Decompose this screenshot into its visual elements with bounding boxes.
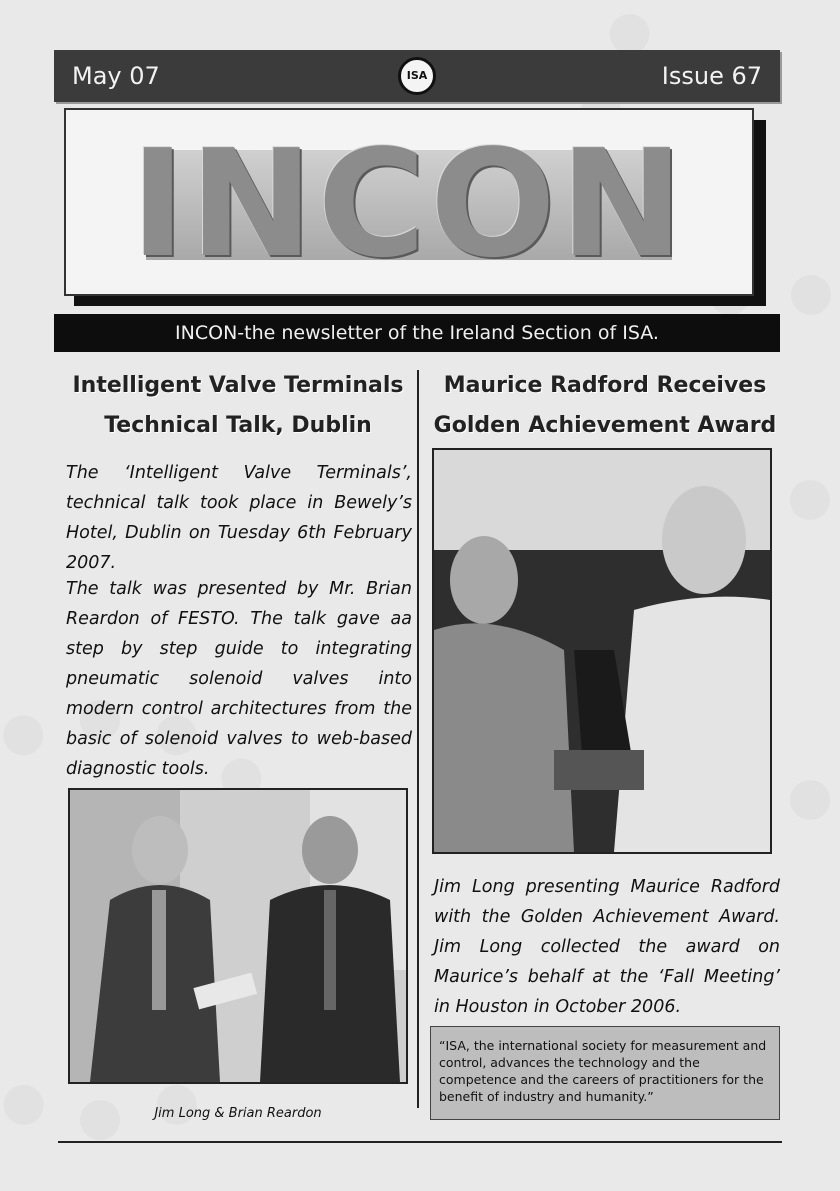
right-headline-line1: Maurice Radford Receives [443, 373, 767, 398]
photo-illustration [70, 790, 406, 1082]
right-caption: Jim Long presenting Maurice Radford with the Golden Achievement Award. Jim Long collected the award on Maurice’s behalf at the ‘Fall Meeting’ in Houston in October 2006. [434, 877, 780, 1017]
isa-logo-text: ISA [406, 69, 428, 82]
top-bar [54, 50, 780, 102]
photo-jim-long-brian-reardon [68, 788, 408, 1084]
left-paragraph-1: The ‘Intelligent Valve Terminals’, technical talk took place in Bewely’s Hotel, Dublin on Tuesday 6th February 2007. [66, 463, 412, 573]
issue-number: Issue 67 [661, 62, 762, 90]
left-headline [60, 366, 416, 446]
isa-logo-icon [398, 57, 436, 95]
masthead [64, 108, 754, 296]
issue-date: May 07 [72, 62, 160, 90]
left-headline-line2: Technical Talk, Dublin [104, 413, 372, 438]
left-headline-line1: Intelligent Valve Terminals [72, 373, 404, 398]
tagline: INCON-the newsletter of the Ireland Section of ISA. [54, 314, 780, 352]
right-headline [424, 366, 786, 446]
award-photo-illustration [434, 450, 770, 852]
right-headline-line2: Golden Achievement Award [433, 413, 777, 438]
left-photo-caption: Jim Long & Brian Reardon [154, 1106, 322, 1121]
footer-rule [58, 1141, 782, 1143]
isa-quote-box: “ISA, the international society for measurement and control, advances the technology and the competence and the careers of practitioners for the benefit of industry and humanity.” [430, 1026, 780, 1120]
left-paragraph-2: The talk was presented by Mr. Brian Reardon of FESTO. The talk gave aa step by step guide to integrating pneumatic solenoid valves into modern control architectures from the basic of solenoid valves to web-based diagnostic tools. [66, 579, 412, 779]
column-divider [417, 370, 419, 1108]
photo-award-presentation [432, 448, 772, 854]
masthead-title: INCON [130, 118, 688, 290]
